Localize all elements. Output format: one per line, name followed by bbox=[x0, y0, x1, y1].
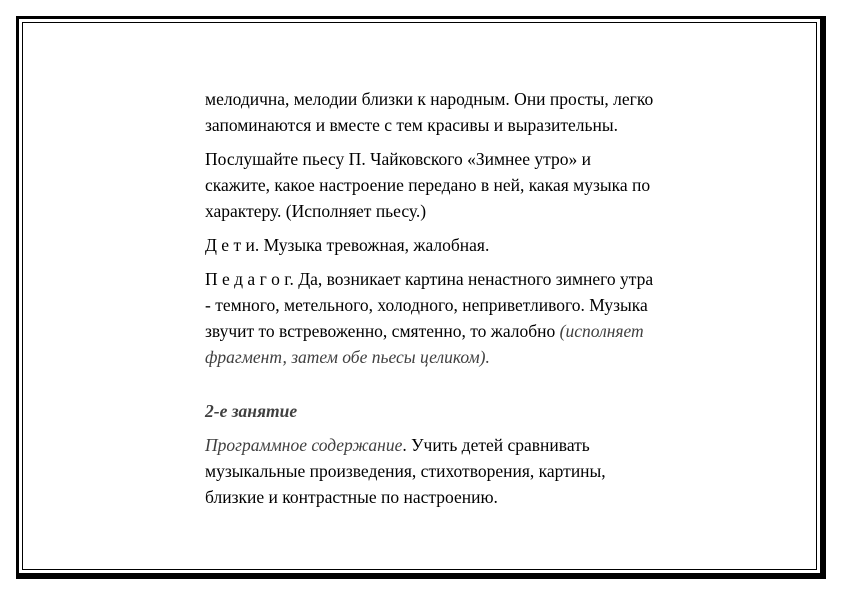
paragraph-line: скажите, какое настроение передано в ней, какая музыка по bbox=[205, 175, 651, 195]
stage-direction: (исполняет bbox=[559, 321, 644, 341]
stage-direction: фрагмент, затем обе пьесы целиком). bbox=[205, 347, 490, 367]
document-text bbox=[205, 86, 745, 518]
paragraph-listen bbox=[205, 146, 745, 224]
paragraph-line: Послушайте пьесу П. Чайковского «Зимнее утро» и bbox=[205, 149, 591, 169]
paragraph-melody bbox=[205, 86, 745, 138]
paragraph-line: Д е т и. Музыка тревожная, жалобная. bbox=[205, 235, 490, 255]
lesson-heading: 2-е занятие bbox=[205, 401, 298, 421]
paragraph-program bbox=[205, 432, 745, 510]
paragraph-line: - темного, метельного, холодного, неприветливого. Музыка bbox=[205, 295, 648, 315]
paragraph-line: близкие и контрастные по настроению. bbox=[205, 487, 498, 507]
paragraph-line: П е д а г о г. Да, возникает картина ненастного зимнего утра bbox=[205, 269, 654, 289]
program-content-label: Программное содержание bbox=[205, 435, 403, 455]
paragraph-line: характеру. (Исполняет пьесу.) bbox=[205, 201, 427, 221]
paragraph-line: . Учить детей сравнивать bbox=[402, 435, 590, 455]
paragraph-line: звучит то встревоженно, смятенно, то жалобно bbox=[205, 321, 560, 341]
paragraph-line: мелодична, мелодии близки к народным. Они просты, легко bbox=[205, 89, 654, 109]
paragraph-line: музыкальные произведения, стихотворения, картины, bbox=[205, 461, 606, 481]
paragraph-teacher bbox=[205, 266, 745, 370]
section-gap bbox=[205, 378, 745, 398]
paragraph-line: запоминаются и вместе с тем красивы и выразительны. bbox=[205, 115, 618, 135]
paragraph-children bbox=[205, 232, 745, 258]
